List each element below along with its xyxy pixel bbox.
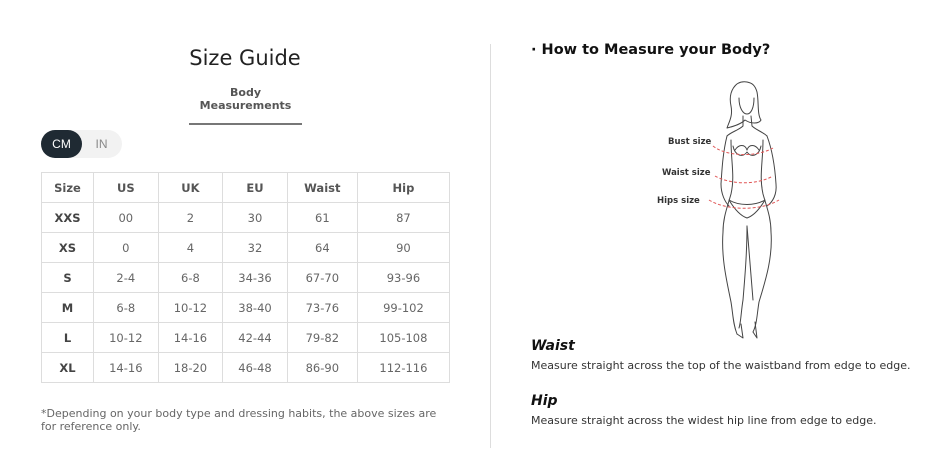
header-size: Size xyxy=(42,173,94,203)
size-table xyxy=(41,172,450,383)
body-figure xyxy=(655,76,805,340)
hip-title: Hip xyxy=(531,393,558,409)
hip-description: Measure straight across the widest hip line from edge to edge. xyxy=(531,414,877,427)
size-cell: XS xyxy=(42,233,94,263)
waist-title: Waist xyxy=(531,338,575,354)
table-cell: 99-102 xyxy=(357,293,449,323)
tab-body-measurements[interactable]: Body Measurements xyxy=(189,86,302,125)
table-cell: 2 xyxy=(158,203,223,233)
table-cell: 14-16 xyxy=(94,353,159,383)
size-cell: L xyxy=(42,323,94,353)
table-cell: 73-76 xyxy=(287,293,357,323)
bust-size-label: Bust size xyxy=(668,137,712,147)
table-row xyxy=(42,353,450,383)
table-cell: 30 xyxy=(223,203,288,233)
table-cell: 42-44 xyxy=(223,323,288,353)
table-cell: 87 xyxy=(357,203,449,233)
table-cell: 18-20 xyxy=(158,353,223,383)
waist-measure-line xyxy=(715,176,773,183)
bust-measure-line xyxy=(713,146,773,155)
table-cell: 34-36 xyxy=(223,263,288,293)
table-cell: 10-12 xyxy=(94,323,159,353)
table-cell: 10-12 xyxy=(158,293,223,323)
unit-in-button[interactable]: IN xyxy=(95,137,108,151)
table-cell: 2-4 xyxy=(94,263,159,293)
table-cell: 112-116 xyxy=(357,353,449,383)
header-hip: Hip xyxy=(357,173,449,203)
size-cell: S xyxy=(42,263,94,293)
table-row xyxy=(42,263,450,293)
header-us: US xyxy=(94,173,159,203)
table-cell: 64 xyxy=(287,233,357,263)
table-cell: 86-90 xyxy=(287,353,357,383)
waist-size-label: Waist size xyxy=(662,168,711,178)
table-cell: 6-8 xyxy=(94,293,159,323)
unit-cm-button[interactable]: CM xyxy=(41,130,82,158)
table-cell: 105-108 xyxy=(357,323,449,353)
table-row xyxy=(42,233,450,263)
waist-description: Measure straight across the top of the waistband from edge to edge. xyxy=(531,359,911,372)
body-outline-illustration xyxy=(655,76,805,340)
table-header-row xyxy=(42,173,450,203)
measure-heading: · How to Measure your Body? xyxy=(531,42,771,58)
size-footnote: *Depending on your body type and dressing habits, the above sizes are for reference only. xyxy=(41,407,437,433)
table-cell: 0 xyxy=(94,233,159,263)
table-cell: 90 xyxy=(357,233,449,263)
table-row xyxy=(42,203,450,233)
table-cell: 14-16 xyxy=(158,323,223,353)
table-row xyxy=(42,323,450,353)
unit-toggle xyxy=(41,130,122,158)
hips-size-label: Hips size xyxy=(657,196,700,206)
table-cell: 38-40 xyxy=(223,293,288,323)
table-cell: 32 xyxy=(223,233,288,263)
header-eu: EU xyxy=(223,173,288,203)
table-cell: 79-82 xyxy=(287,323,357,353)
size-cell: M xyxy=(42,293,94,323)
panel-divider xyxy=(490,44,491,448)
table-cell: 46-48 xyxy=(223,353,288,383)
header-waist: Waist xyxy=(287,173,357,203)
size-cell: XXS xyxy=(42,203,94,233)
table-cell: 67-70 xyxy=(287,263,357,293)
header-uk: UK xyxy=(158,173,223,203)
table-cell: 6-8 xyxy=(158,263,223,293)
table-cell: 00 xyxy=(94,203,159,233)
table-cell: 4 xyxy=(158,233,223,263)
table-row xyxy=(42,293,450,323)
table-cell: 93-96 xyxy=(357,263,449,293)
table-cell: 61 xyxy=(287,203,357,233)
size-cell: XL xyxy=(42,353,94,383)
page-title: Size Guide xyxy=(189,46,301,70)
